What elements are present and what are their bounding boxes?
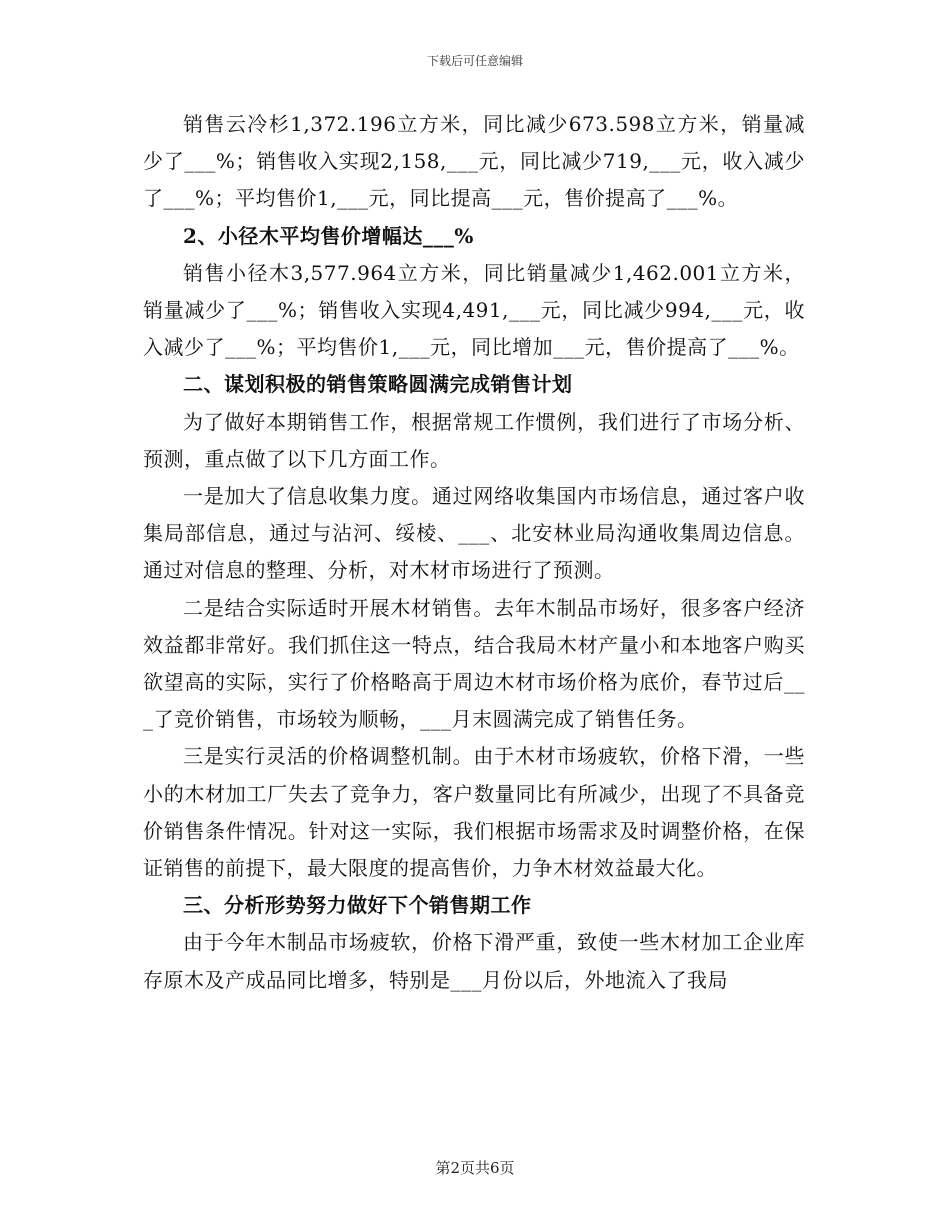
paragraph-price-adjustment: 三是实行灵活的价格调整机制。由于木材市场疲软，价格下滑，一些小的木材加工厂失去了竞争力，客户数量同比有所减少，出现了不具备竞价销售条件情况。针对这一实际，我们根据市场需求及时调整价格，在保证销售的前提下，最大限度的提高售价，力争木材效益最大化。 xyxy=(143,744,805,881)
heading-sales-strategy: 二、谋划积极的销售策略圆满完成销售计划 xyxy=(183,372,573,397)
paragraph-fir-sales: 销售云冷杉1,372.196立方米，同比减少673.598立方米，销量减少了___%；销售收入实现2,158,___元，同比减少719,___元，收入减少了___%；平均售价1,___元，同比提高___元，售价提高了___%。 xyxy=(143,112,805,211)
paragraph-info-collection: 一是加大了信息收集力度。通过网络收集国内市场信息，通过客户收集局部信息，通过与沾河、绥棱、___、北安林业局沟通收集周边信息。通过对信息的整理、分析，对木材市场进行了预测。 xyxy=(143,484,805,583)
page-footer: 第2页共6页 xyxy=(435,1159,515,1177)
heading-small-timber: 2、小径木平均售价增幅达___% xyxy=(183,223,474,248)
paragraph-intro-work: 为了做好本期销售工作，根据常规工作惯例，我们进行了市场分析、预测，重点做了以下几方面工作。 xyxy=(143,409,805,471)
heading-next-period: 三、分析形势努力做好下个销售期工作 xyxy=(183,893,532,918)
paragraph-timely-sales: 二是结合实际适时开展木材销售。去年木制品市场好，很多客户经济效益都非常好。我们抓住这一特点，结合我局木材产量小和本地客户购买欲望高的实际，实行了价格略高于周边木材市场价格为底价，春节过后___了竞价销售，市场较为顺畅，___月末圆满完成了销售任务。 xyxy=(143,595,805,732)
paragraph-market-analysis: 由于今年木制品市场疲软，价格下滑严重，致使一些木材加工企业库存原木及产成品同比增多，特别是___月份以后，外地流入了我局 xyxy=(143,930,805,992)
document-body xyxy=(143,106,805,999)
page-header: 下载后可任意编辑 xyxy=(426,54,523,68)
paragraph-small-timber-sales: 销售小径木3,577.964立方米，同比销量减少1,462.001立方米，销量减少了___%；销售收入实现4,491,___元，同比减少994,___元，收入减少了___%；平均售价1,___元，同比增加___元，售价提高了___%。 xyxy=(143,260,805,360)
